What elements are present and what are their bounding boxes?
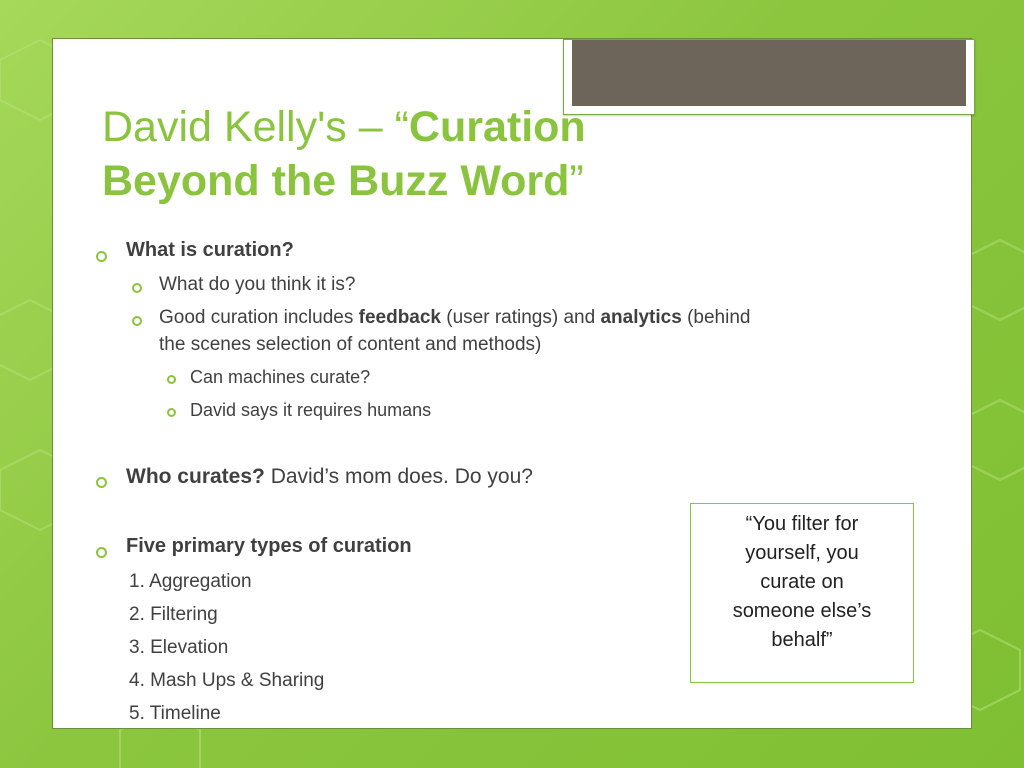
bullet-icon xyxy=(167,408,176,417)
title-part2: ” xyxy=(569,157,584,205)
bullet-think: What do you think it is? xyxy=(159,274,356,295)
bullet-machines: Can machines curate? xyxy=(190,367,371,387)
bullet-icon xyxy=(167,375,176,384)
good-pre: Good curation includes xyxy=(159,307,359,328)
who-rest: David’s mom does. Do you? xyxy=(264,465,533,488)
quote-line: someone else’s xyxy=(732,600,872,622)
type-item: 3. Elevation xyxy=(129,637,229,658)
type-item: 4. Mash Ups & Sharing xyxy=(129,670,325,691)
good-feedback: feedback xyxy=(358,307,441,328)
bullet-icon xyxy=(132,283,142,293)
bullet-icon xyxy=(96,547,107,558)
bullet-five-types: Five primary types of curation xyxy=(126,535,412,557)
type-item: 1. Aggregation xyxy=(129,571,252,592)
bullet-icon xyxy=(96,251,107,262)
bullet-what-is: What is curation? xyxy=(126,239,294,261)
good-mid: (user ratings) and xyxy=(441,307,601,328)
bullet-icon xyxy=(96,477,107,488)
type-item: 2. Filtering xyxy=(129,604,218,625)
quote-line: behalf” xyxy=(771,629,833,651)
title-bold: Curation Beyond the Buzz Word xyxy=(102,103,586,205)
good-analytics: analytics xyxy=(600,307,682,328)
bullet-humans: David says it requires humans xyxy=(190,400,432,420)
quote-line: yourself, you xyxy=(745,542,859,564)
bullet-who-curates xyxy=(126,465,533,489)
bullet-icon xyxy=(132,316,142,326)
who-bold: Who curates? xyxy=(126,465,265,488)
quote-box xyxy=(690,503,914,683)
bullet-good-curation-cont: the scenes selection of content and methods) xyxy=(159,334,542,355)
quote-line: curate on xyxy=(760,571,844,593)
quote-line: “You filter for xyxy=(745,513,859,535)
good-post: (behind xyxy=(681,307,751,328)
bullet-good-curation xyxy=(159,307,750,329)
title-part1: David Kelly's – “ xyxy=(102,103,409,151)
type-item: 5. Timeline xyxy=(129,703,221,724)
